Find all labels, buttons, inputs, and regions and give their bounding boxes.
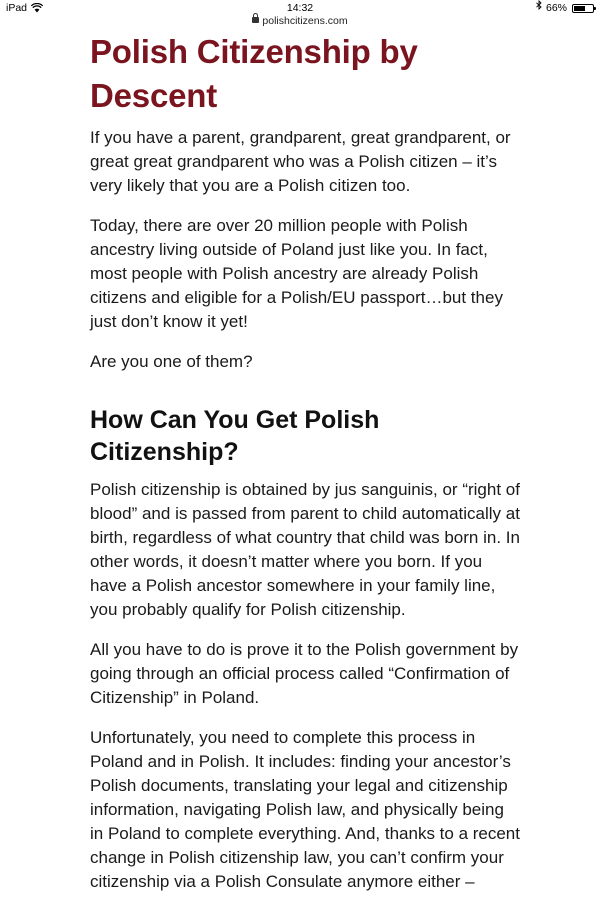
url-text[interactable]: polishcitizens.com xyxy=(262,15,348,27)
article-content xyxy=(90,30,520,910)
section-heading: How Can You Get Polish Citizenship? xyxy=(90,406,380,466)
battery-tip xyxy=(594,7,596,10)
battery-icon xyxy=(572,4,594,13)
battery-level-fill xyxy=(574,6,585,11)
lock-icon xyxy=(252,17,259,23)
intro-paragraph-3: Are you one of them? xyxy=(90,352,253,371)
address-bar[interactable] xyxy=(0,14,600,30)
intro-paragraph-1: If you have a parent, grandparent, great grandparent, or great great grandparent who was a Polish citizen – it’s very likely that you are a Polish citizen too. xyxy=(90,128,511,195)
section-paragraph-3: Unfortunately, you need to complete this process in Poland and in Polish. It includes: finding your ancestor’s Polish documents, translating your legal and citizenship information, navigating Polish law, and physically being in Poland to complete everything. And, thanks to a recent change in Polish citizenship law, you can’t confirm your citizenship via a Polish Consulate anymore either – xyxy=(90,728,520,891)
intro-paragraph-2: Today, there are over 20 million people with Polish ancestry living outside of Poland just like you. In fact, most people with Polish ancestry are already Polish citizens and eligible for a Polish/EU passport…but they just don’t know it yet! xyxy=(90,216,503,331)
section-paragraph-1: Polish citizenship is obtained by jus sanguinis, or “right of blood” and is passed from parent to child automatically at birth, regardless of what country that child was born in. In other words, it doesn’t matter where you born. If you have a Polish ancestor somewhere in your family line, you probably qualify for Polish citizenship. xyxy=(90,480,520,619)
battery-percent: 66% xyxy=(545,2,567,14)
status-time: 14:32 xyxy=(286,2,314,14)
page-title: Polish Citizenship by Descent xyxy=(90,33,418,114)
section-paragraph-2: All you have to do is prove it to the Polish government by going through an official process called “Confirmation of Citizenship” in Poland. xyxy=(90,640,519,707)
device-label: iPad xyxy=(6,2,28,14)
